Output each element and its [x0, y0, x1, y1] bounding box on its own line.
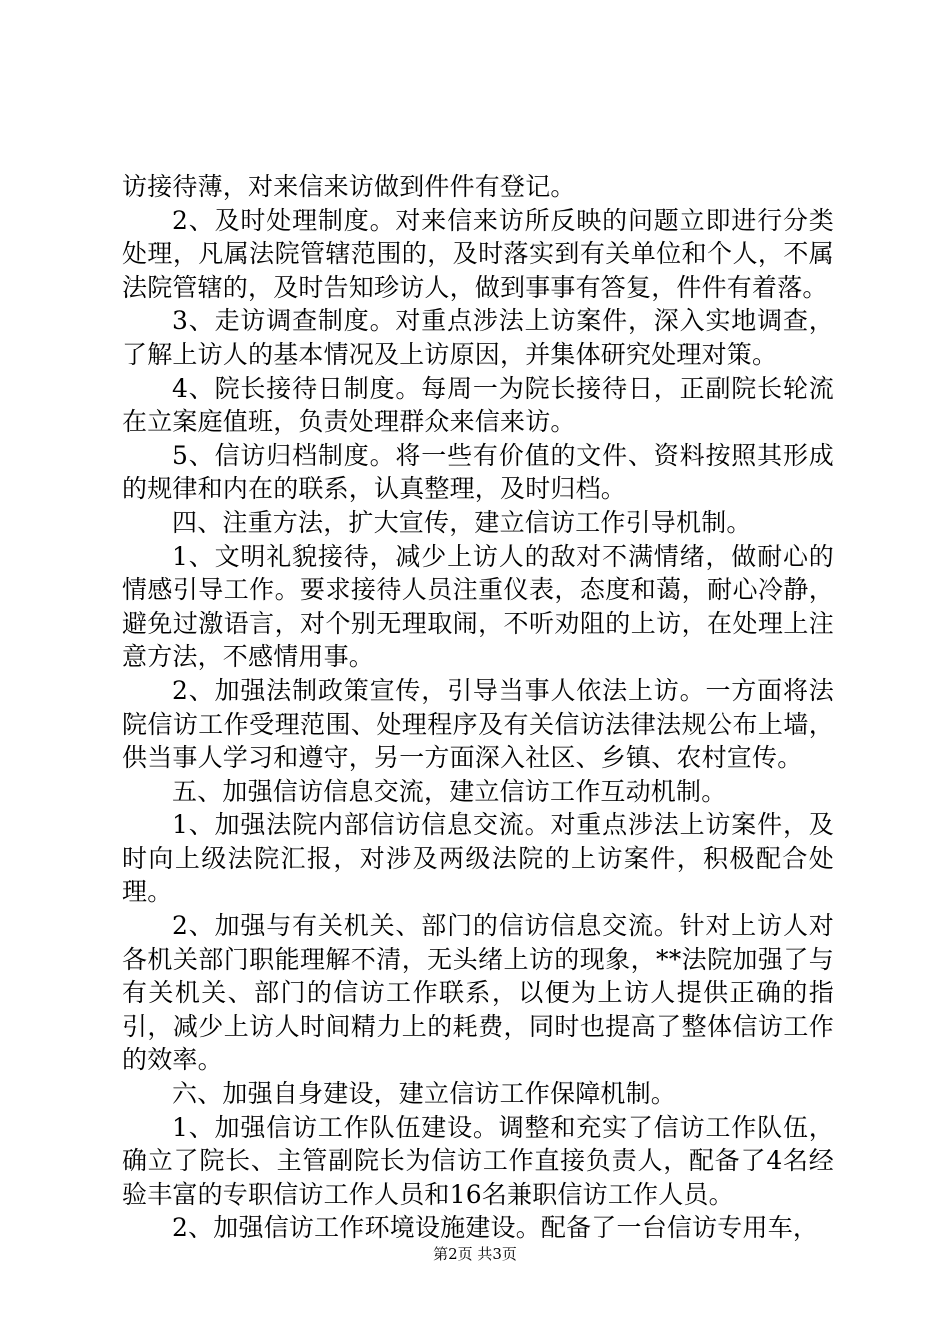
section-heading-5: 五、加强信访信息交流，建立信访工作互动机制。 [172, 776, 727, 806]
section-heading-4: 四、注重方法，扩大宣传，建立信访工作引导机制。 [172, 507, 752, 537]
paragraph-timely-handling: 2、及时处理制度。对来信来访所反映的问题立即进行分类处理，凡属法院管辖范围的，及时落实到有关单位和个人，不属法院管辖的，及时告知珍访人，做到事事有答复，件件有着落。 [122, 205, 834, 302]
paragraph-president-reception-day: 4、院长接待日制度。每周一为院长接待日，正副院长轮流在立案庭值班，负责处理群众来信来访。 [122, 373, 834, 437]
section-heading-6: 六、加强自身建设，建立信访工作保障机制。 [172, 1079, 677, 1109]
paragraph-civil-reception: 1、文明礼貌接待，减少上访人的敌对不满情绪，做耐心的情感引导工作。要求接待人员注重仪表，态度和蔼，耐心冷静，避免过激语言，对个别无理取闹，不听劝阻的上访，在处理上注意方法，不感情用事。 [122, 541, 834, 672]
paragraph-external-exchange: 2、加强与有关机关、部门的信访信息交流。针对上访人对各机关部门职能理解不清，无头绪上访的现象，**法院加强了与有关机关、部门的信访工作联系，以便为上访人提供正确的指引，减少上访人时间精力上的耗费，同时也提高了整体信访工作的效率。 [122, 911, 834, 1075]
paragraph-facilities: 2、加强信访工作环境设施建设。配备了一台信访专用车， [172, 1213, 819, 1243]
paragraph-legal-publicity: 2、加强法制政策宣传，引导当事人依法上访。一方面将法院信访工作受理范围、处理程序及有关信访法律法规公布上墙，供当事人学习和遵守，另一方面深入社区、乡镇、农村宣传。 [122, 675, 834, 773]
document-body [122, 170, 834, 1245]
paragraph-continuation: 访接待薄，对来信来访做到件件有登记。 [122, 172, 576, 201]
paragraph-internal-exchange: 1、加强法院内部信访信息交流。对重点涉法上访案件，及时向上级法院汇报，对涉及两级法院的上访案件，积极配合处理。 [122, 810, 834, 907]
paragraph-visit-investigation: 3、走访调查制度。对重点涉法上访案件，深入实地调查，了解上访人的基本情况及上访原因，并集体研究处理对策。 [122, 306, 834, 369]
page-number-footer: 第2页 共3页 [433, 1245, 517, 1263]
paragraph-archiving: 5、信访归档制度。将一些有价值的文件、资料按照其形成的规律和内在的联系，认真整理，及时归档。 [122, 440, 834, 504]
paragraph-team-building: 1、加强信访工作队伍建设。调整和充实了信访工作队伍，确立了院长、主管副院长为信访工作直接负责人，配备了4名经验丰富的专职信访工作人员和16名兼职信访工作人员。 [122, 1112, 834, 1209]
